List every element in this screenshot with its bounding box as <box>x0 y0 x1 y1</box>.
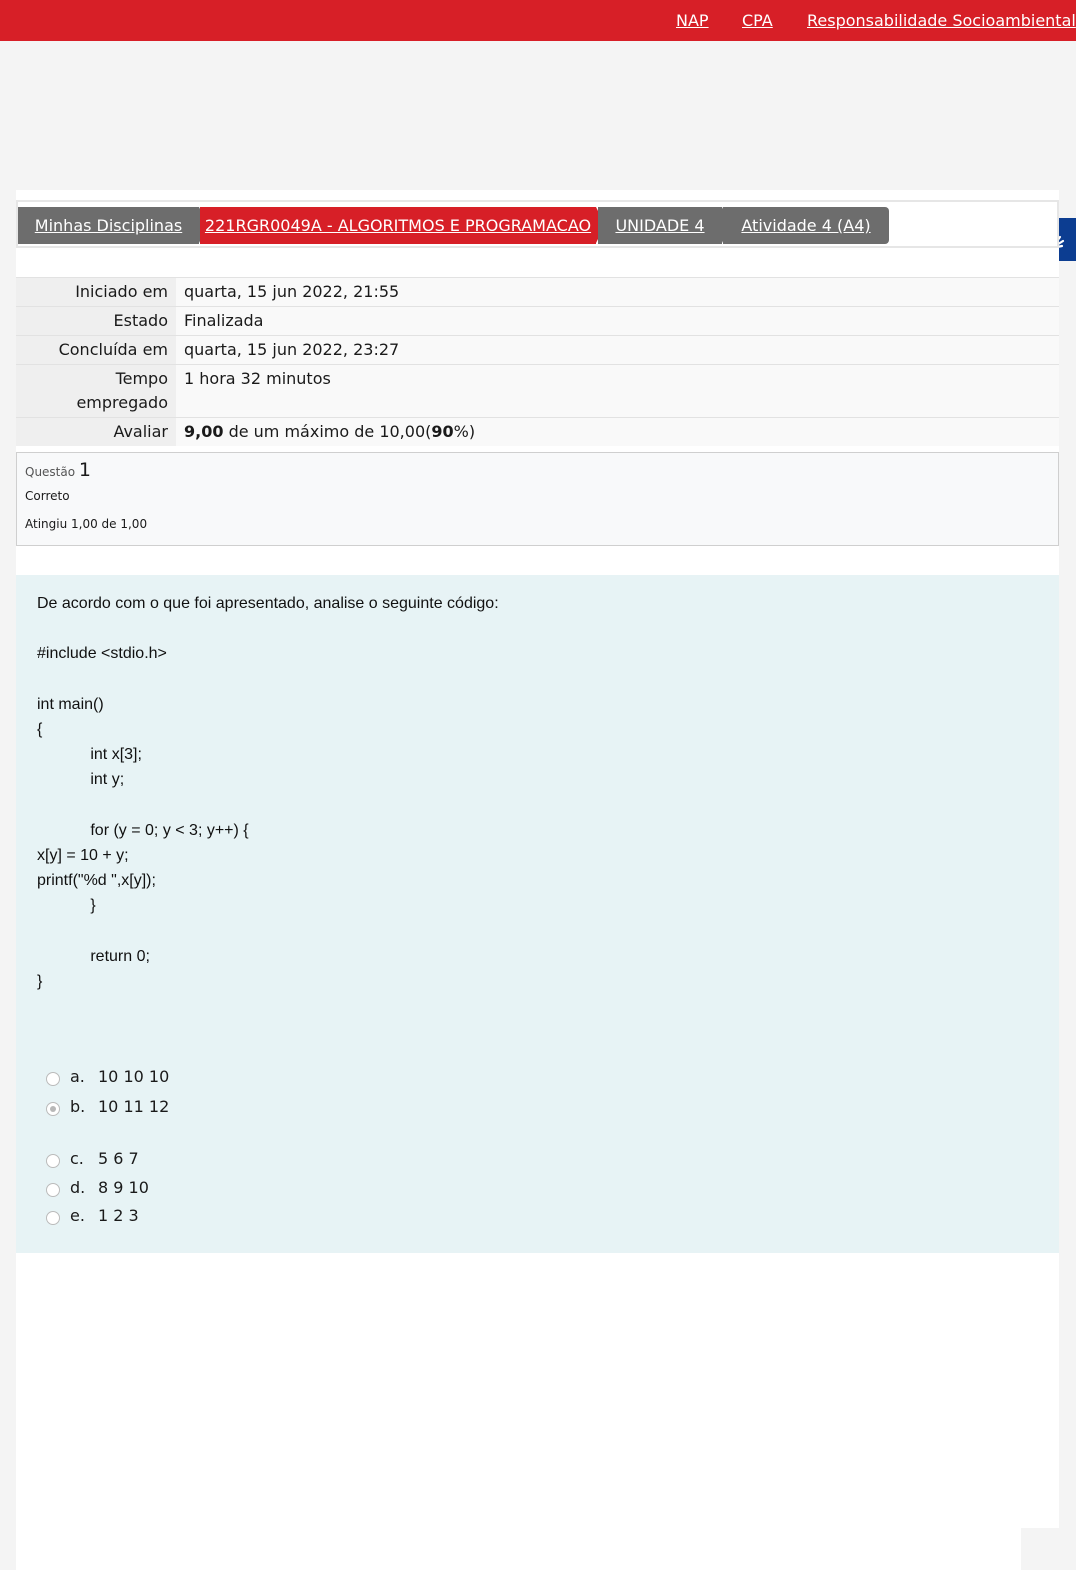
time-value: 1 hora 32 minutos <box>176 365 1059 418</box>
option-letter: c. <box>70 1149 84 1168</box>
breadcrumb-unidade[interactable]: UNIDADE 4 <box>598 207 722 244</box>
table-row <box>16 418 1059 447</box>
grade-value <box>176 418 1059 447</box>
grade-label: Avaliar <box>16 418 176 447</box>
grade-middle: de um máximo de 10,00( <box>223 422 432 441</box>
time-label-line1: Tempo <box>115 369 168 388</box>
grade-score: 9,00 <box>184 422 224 441</box>
option-text: 1 2 3 <box>98 1206 139 1225</box>
time-label <box>16 365 176 418</box>
cpa-link[interactable]: CPA <box>742 11 773 30</box>
responsabilidade-socioambiental-link[interactable]: Responsabilidade Socioambiental <box>807 11 1076 30</box>
option-text: 10 10 10 <box>98 1067 170 1086</box>
option-text: 10 11 12 <box>98 1097 170 1116</box>
table-row <box>16 336 1059 365</box>
question-mark: Atingiu 1,00 de 1,00 <box>25 517 148 531</box>
question-info-box <box>16 452 1059 546</box>
question-status: Correto <box>25 489 70 503</box>
breadcrumb <box>16 200 1059 248</box>
option-text: 8 9 10 <box>98 1178 149 1197</box>
option-letter: d. <box>70 1178 86 1197</box>
breadcrumb-atividade[interactable]: Atividade 4 (A4) <box>723 207 889 244</box>
option-letter: e. <box>70 1206 85 1225</box>
question-prefix: Questão <box>25 465 76 479</box>
completed-value: quarta, 15 jun 2022, 23:27 <box>176 336 1059 365</box>
question-number-value: 1 <box>78 459 92 481</box>
top-navigation-bar <box>0 0 1076 41</box>
grade-percent: 90 <box>431 422 454 441</box>
answer-option-e[interactable] <box>46 1206 346 1228</box>
radio-button[interactable] <box>46 1154 60 1168</box>
breadcrumb-course[interactable]: 221RGR0049A - ALGORITMOS E PROGRAMACAO <box>200 207 596 244</box>
main-content <box>16 190 1059 1570</box>
option-letter: a. <box>70 1067 85 1086</box>
question-number <box>25 459 1050 481</box>
state-value: Finalizada <box>176 307 1059 336</box>
grade-end: %) <box>453 422 476 441</box>
radio-button-selected[interactable] <box>46 1102 60 1116</box>
question-code-text: De acordo com o que foi apresentado, analise o seguinte código: #include <stdio.h> int main() { int x[3]; int y; for (y = 0; y < 3; y++) { x[y] = 10 + y; printf("%d ",x[y]); } return 0; } <box>37 595 499 991</box>
answer-option-b[interactable] <box>46 1097 346 1119</box>
state-label: Estado <box>16 307 176 336</box>
page-corner <box>1021 1528 1076 1570</box>
option-text: 5 6 7 <box>98 1149 139 1168</box>
completed-label: Concluída em <box>16 336 176 365</box>
radio-button[interactable] <box>46 1183 60 1197</box>
table-row <box>16 278 1059 307</box>
question-content <box>16 575 1059 1253</box>
time-label-line2: empregado <box>76 393 168 412</box>
answer-option-d[interactable] <box>46 1178 346 1200</box>
answer-option-a[interactable] <box>46 1067 346 1089</box>
radio-button[interactable] <box>46 1072 60 1086</box>
answer-option-c[interactable] <box>46 1149 346 1171</box>
table-row <box>16 307 1059 336</box>
nap-link[interactable]: NAP <box>676 11 709 30</box>
radio-button[interactable] <box>46 1211 60 1225</box>
table-row <box>16 365 1059 418</box>
started-label: Iniciado em <box>16 278 176 307</box>
option-letter: b. <box>70 1097 86 1116</box>
started-value: quarta, 15 jun 2022, 21:55 <box>176 278 1059 307</box>
attempt-summary-table <box>16 277 1059 446</box>
breadcrumb-minhas-disciplinas[interactable]: Minhas Disciplinas <box>18 207 199 244</box>
